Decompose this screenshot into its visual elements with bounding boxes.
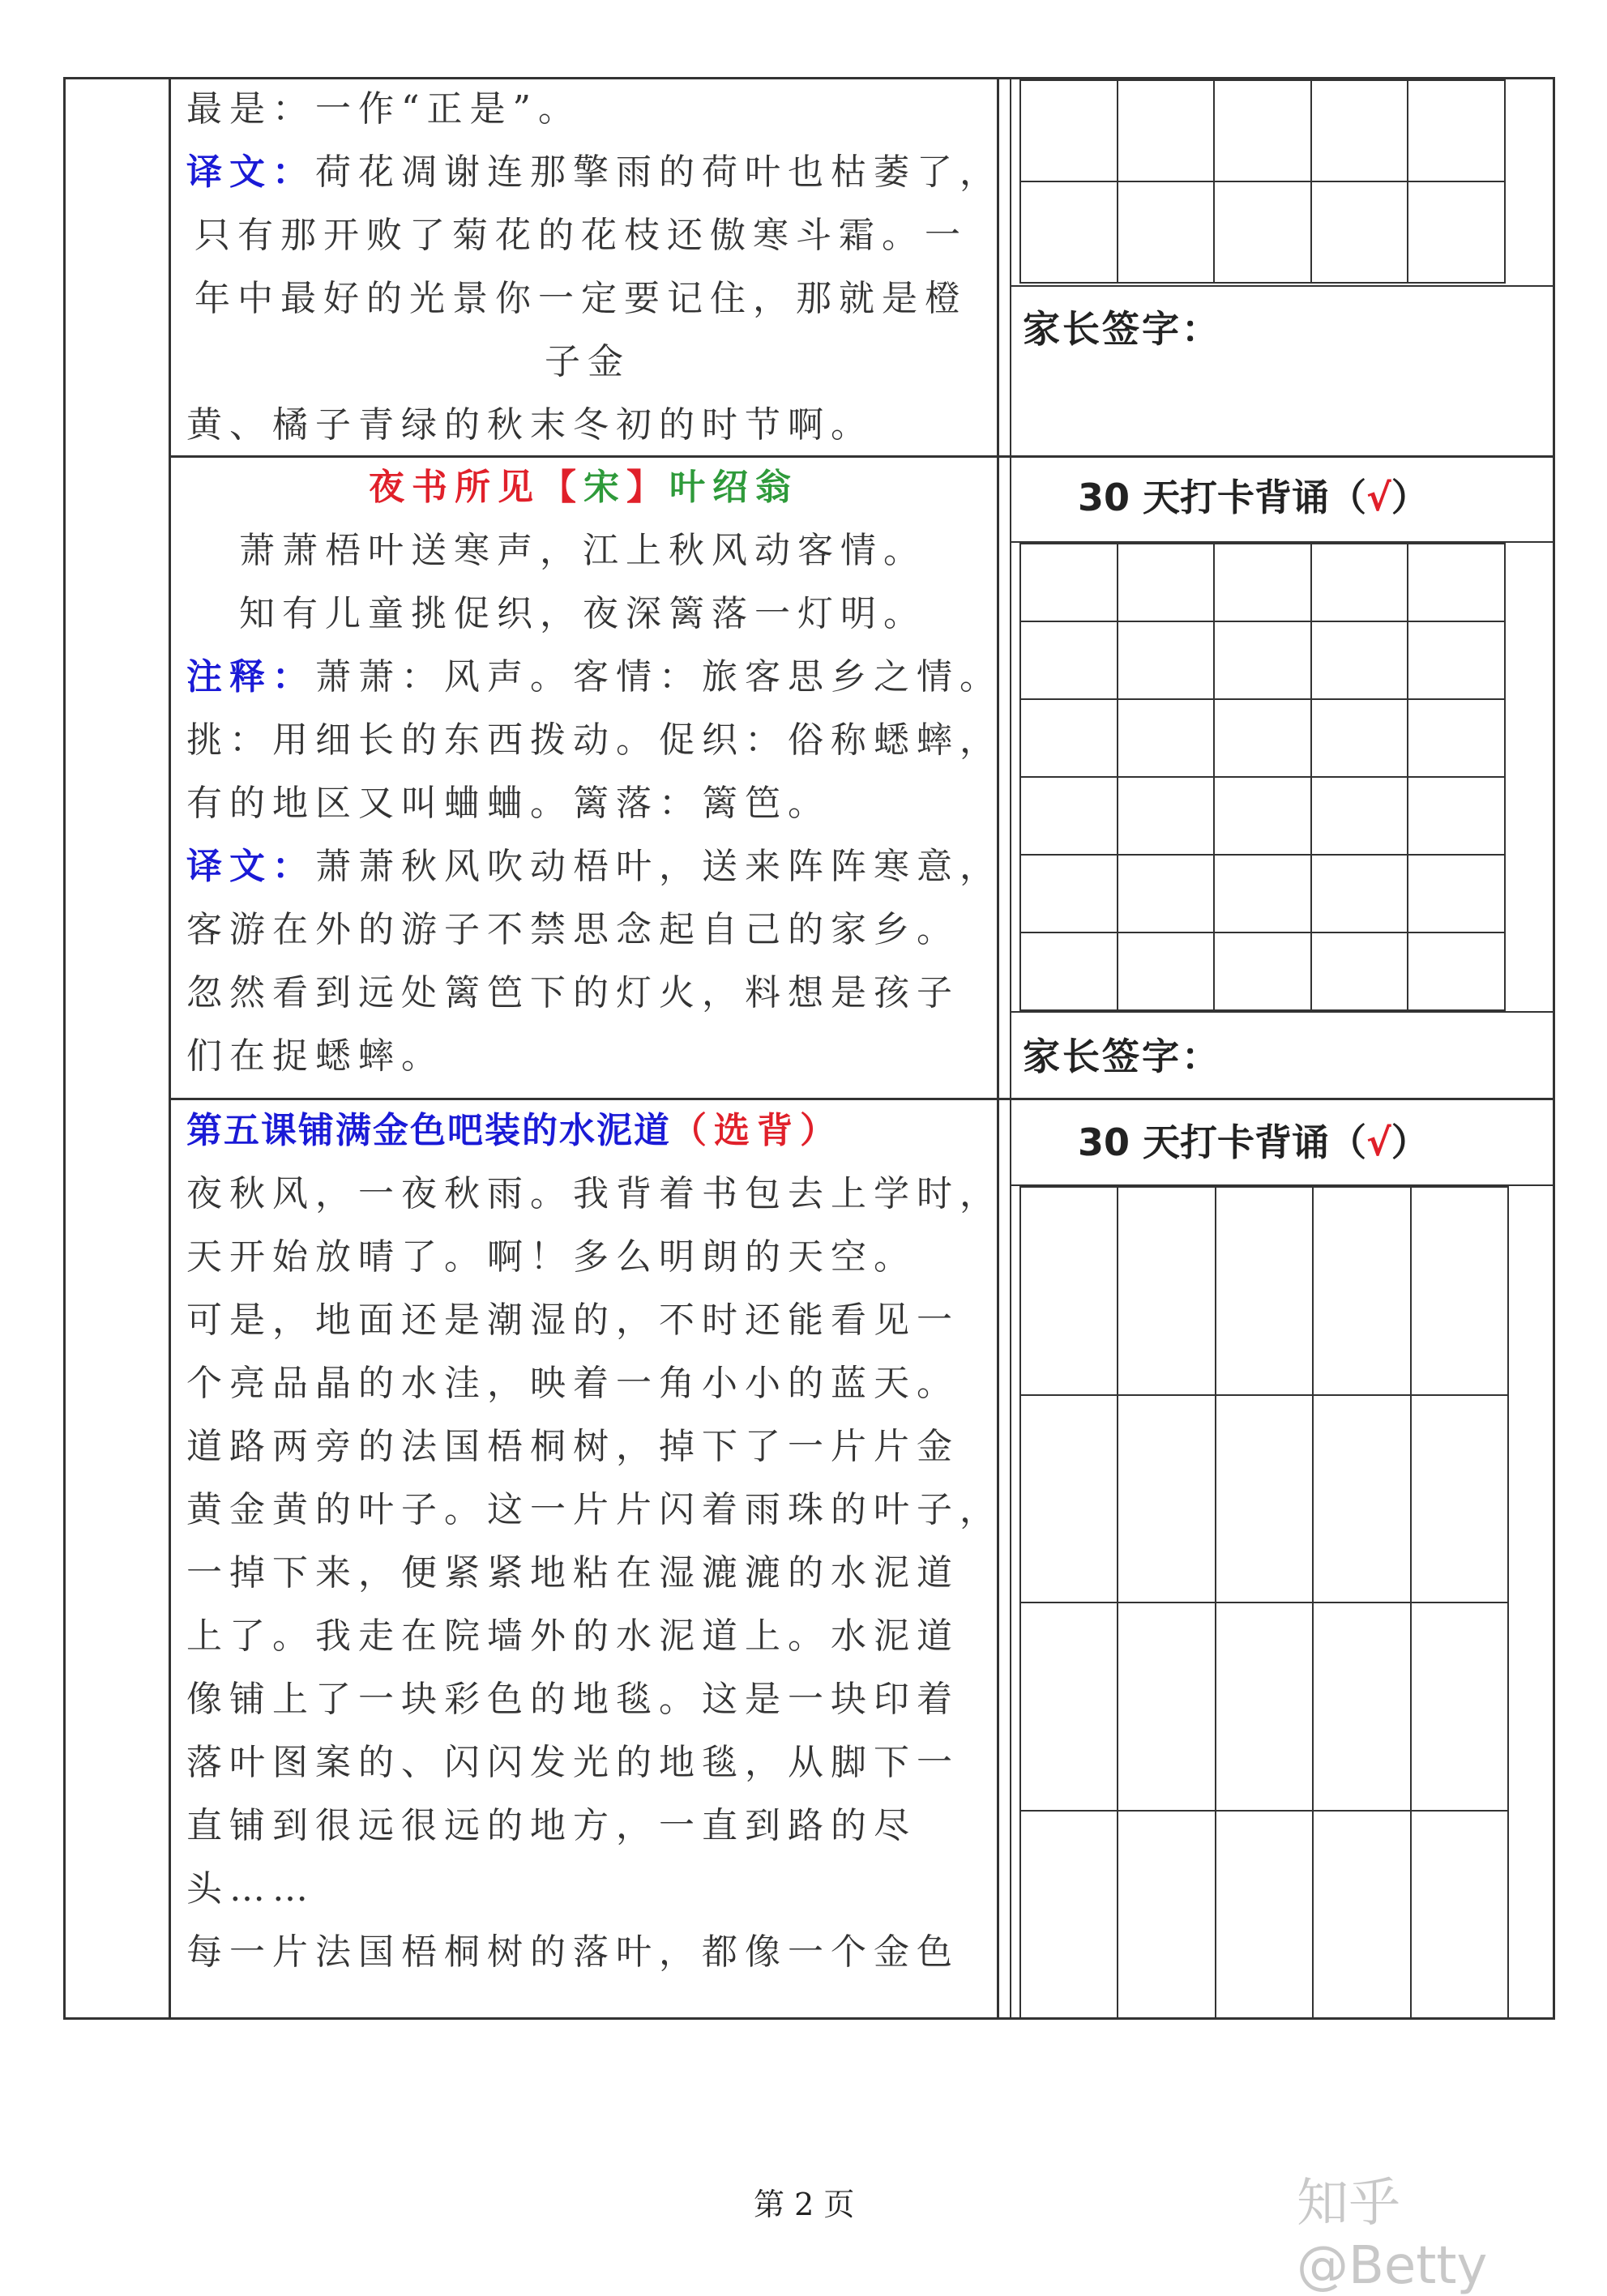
lesson-line: 一掉下来，便紧紧地粘在湿漉漉的水泥道: [186, 1552, 959, 1594]
row1-line-2: 译文：荷花凋谢连那擎雨的荷叶也枯萎了，: [186, 152, 1002, 193]
row1-line-3: 只有那开败了菊花的花枝还傲寒斗霜。一: [194, 215, 968, 256]
notes-line-3: 有的地区又叫蛐蛐。篱落：篱笆。: [186, 783, 831, 824]
notes-label: 注释：: [186, 656, 315, 698]
lesson-line: 直铺到很远很远的地方，一直到路的尽: [186, 1805, 917, 1846]
lesson-line: 个亮品晶的水洼，映着一角小小的蓝天。: [186, 1363, 959, 1404]
watermark: 知乎 @Betty: [1297, 2174, 1488, 2296]
lesson-title: 第五课铺满金色吧装的水泥道: [186, 1110, 671, 1151]
trans-line-2: 客游在外的游子不禁思念起自己的家乡。: [186, 909, 959, 950]
parent-signature-label-1: 家长签字：: [1023, 307, 1221, 351]
checkin-grid-2[interactable]: [1019, 543, 1506, 1011]
translation-label: 译文：: [186, 152, 315, 193]
checkmark-icon: √: [1366, 476, 1391, 519]
checkin-grid-1[interactable]: [1019, 79, 1506, 284]
trans-line-1: 译文：萧萧秋风吹动梧叶，送来阵阵寒意，: [186, 846, 1002, 887]
poem-line-1: 萧萧梧叶送寒声，江上秋风动客情。: [239, 530, 926, 571]
row1-line-1: 最是：一作“正是”。: [186, 88, 581, 130]
checkin-header-2: 30 天打卡背诵（√）: [1078, 1120, 1429, 1164]
checkmark-icon: √: [1366, 1120, 1391, 1164]
row1-line-6: 黄、橘子青绿的秋末冬初的时节啊。: [186, 404, 874, 446]
poem-title-line: 夜书所见【宋】叶绍翁: [369, 467, 798, 508]
trans-line-4: 们在捉蟋蟀。: [186, 1035, 444, 1077]
checkin-header-1: 30 天打卡背诵（√）: [1078, 476, 1429, 519]
lesson-line: 可是，地面还是潮湿的，不时还能看见一: [186, 1300, 959, 1341]
checkin-grid-3[interactable]: [1019, 1186, 1509, 2019]
trans-line-3: 忽然看到远处篱笆下的灯火，料想是孩子: [186, 972, 959, 1014]
notes-line-2: 挑：用细长的东西拨动。促织：俗称蟋蟀，: [186, 719, 1002, 761]
parent-signature-label-2: 家长签字：: [1023, 1035, 1221, 1078]
poem-title: 夜书所见: [369, 467, 541, 508]
lesson-line: 黄金黄的叶子。这一片片闪着雨珠的叶子，: [186, 1489, 1002, 1530]
lesson-title-line: [186, 1099, 843, 1163]
notes-line-1: 注释：萧萧：风声。客情：旅客思乡之情。: [186, 656, 1002, 698]
lesson-line: 夜秋风，一夜秋雨。我背着书包去上学时，: [186, 1173, 1002, 1214]
lesson-line: 上了。我走在院墙外的水泥道上。水泥道: [186, 1615, 959, 1657]
lesson-tag: （选背）: [671, 1110, 843, 1151]
row1-line-5: 子金: [545, 341, 630, 382]
lesson-line: 像铺上了一块彩色的地毯。这是一块印着: [186, 1679, 959, 1720]
lesson-line: 每一片法国梧桐树的落叶，都像一个金色: [186, 1931, 959, 1973]
lesson-line: 天开始放晴了。啊！多么明朗的天空。: [186, 1236, 917, 1278]
poem-line-2: 知有儿童挑促织，夜深篱落一灯明。: [239, 593, 926, 634]
lesson-line: 道路两旁的法国梧桐树，掉下了一片片金: [186, 1426, 959, 1467]
poem-dynasty: 宋: [583, 467, 626, 508]
poem-author: 叶绍翁: [669, 467, 798, 508]
page-number: 第 2 页: [754, 2187, 855, 2222]
row1-line-4: 年中最好的光景你一定要记住，那就是橙: [194, 278, 968, 319]
lesson-line: 落叶图案的、闪闪发光的地毯，从脚下一: [186, 1742, 959, 1783]
lesson-line: 头……: [186, 1868, 315, 1910]
translation-label: 译文：: [186, 846, 315, 887]
